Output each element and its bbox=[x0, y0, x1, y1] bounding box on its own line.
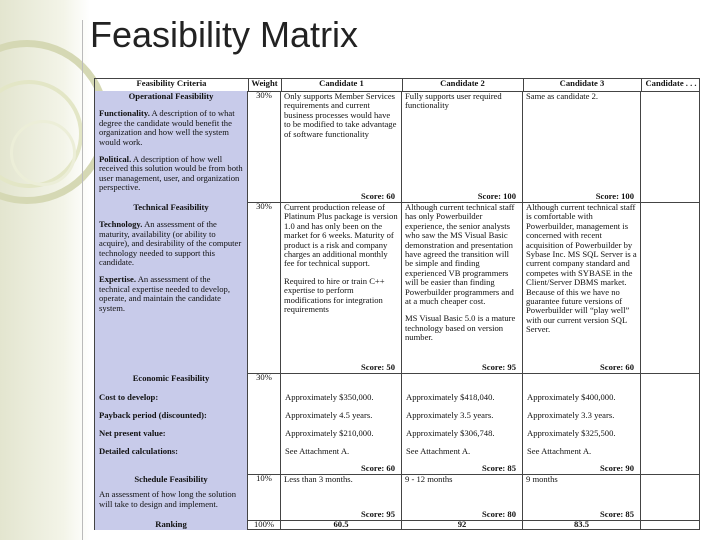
economic-row-label: Payback period (discounted): bbox=[99, 410, 207, 420]
operational-candidate-3 bbox=[523, 91, 641, 202]
technical-criteria bbox=[95, 202, 248, 373]
schedule-text: An assessment of how long the solution will take to design and implement. bbox=[99, 489, 237, 509]
schedule-candidate-3 bbox=[523, 474, 641, 520]
economic-score-2: Score: 85 bbox=[482, 462, 516, 473]
expertise-text: An assessment of the technical expertise needed to develop, operate, and maintain the candidate system. bbox=[99, 274, 230, 313]
operational-c3-text: Same as candidate 2. bbox=[526, 91, 599, 101]
schedule-c1-text: Less than 3 months. bbox=[284, 474, 353, 484]
operational-section bbox=[95, 91, 699, 203]
schedule-criteria bbox=[95, 474, 248, 520]
operational-candidate-more bbox=[641, 91, 701, 202]
economic-row-c2: Approximately 3.5 years. bbox=[406, 410, 494, 420]
technical-c1-text-b: Required to hire or train C++ expertise to perform modifications for integration requirements bbox=[284, 275, 385, 315]
economic-section bbox=[95, 373, 699, 475]
functionality-text: A description of to what degree the candidate would benefit the organization and how well the system would work. bbox=[99, 108, 235, 147]
economic-heading: Economic Feasibility bbox=[132, 373, 210, 383]
economic-row-label: Cost to develop: bbox=[99, 392, 159, 402]
ranking-candidate-2: 92 bbox=[402, 520, 523, 530]
operational-c1-text: Only supports Member Services requirements and current business processes would have to be modified to take advantage of software functionality bbox=[284, 91, 397, 139]
economic-candidate-2 bbox=[402, 373, 523, 474]
header-candidate-more: Candidate . . . bbox=[645, 78, 697, 88]
economic-row-c1: Approximately 4.5 years. bbox=[285, 410, 373, 420]
schedule-candidate-more bbox=[641, 474, 701, 520]
technology-label: Technology. bbox=[99, 219, 143, 230]
political-label: Political. bbox=[99, 154, 132, 165]
schedule-score-1: Score: 95 bbox=[361, 508, 395, 519]
economic-row-c2: See Attachment A. bbox=[406, 446, 471, 456]
economic-candidate-3 bbox=[523, 373, 641, 474]
economic-row-label: Net present value: bbox=[99, 428, 166, 438]
operational-candidate-2 bbox=[402, 91, 523, 202]
decorative-circles bbox=[0, 0, 90, 540]
technical-c2-text-a: Although current technical staff has only Powerbuilder experience, the senior analysts who saw the MS Visual Basic demonstration and presentation have agreed the transition will be simple and finding experienced VB programmers will be easier than finding Powerbuilder programmers and at a much cheaper cost. bbox=[405, 202, 515, 307]
header-candidate-1: Candidate 1 bbox=[281, 79, 403, 91]
economic-candidate-1 bbox=[281, 373, 402, 474]
political-text: A description of how well received this solution would be from both user management, user, and organization perspective. bbox=[99, 154, 243, 193]
economic-score-3: Score: 90 bbox=[600, 462, 634, 473]
functionality-label: Functionality. bbox=[99, 108, 150, 119]
operational-criteria bbox=[95, 91, 248, 202]
technical-candidate-1 bbox=[281, 202, 402, 373]
schedule-c2-text: 9 - 12 months bbox=[405, 474, 453, 484]
operational-heading: Operational Feasibility bbox=[128, 91, 214, 101]
operational-score-3: Score: 100 bbox=[595, 190, 634, 201]
economic-weight: 30% bbox=[248, 373, 281, 474]
technical-score-1: Score: 50 bbox=[361, 361, 395, 372]
operational-c2-text: Fully supports user required functionality bbox=[405, 91, 502, 111]
technical-candidate-3 bbox=[523, 202, 641, 373]
schedule-candidate-2 bbox=[402, 474, 523, 520]
operational-candidate-1 bbox=[281, 91, 402, 202]
ranking-candidate-1: 60.5 bbox=[281, 520, 402, 530]
economic-row-c1: Approximately $350,000. bbox=[285, 392, 374, 402]
header-weight: Weight bbox=[248, 79, 282, 91]
economic-row-c2: Approximately $306,748. bbox=[406, 428, 495, 438]
ranking-candidate-3: 83.5 bbox=[523, 520, 641, 530]
schedule-c3-text: 9 months bbox=[526, 474, 558, 484]
technical-section bbox=[95, 202, 699, 374]
economic-score-1: Score: 60 bbox=[361, 462, 395, 473]
header-criteria: Feasibility Criteria bbox=[95, 79, 249, 91]
technical-c2-text-b: MS Visual Basic 5.0 is a mature technology based on version number. bbox=[405, 313, 516, 343]
economic-row-label: Detailed calculations: bbox=[99, 446, 179, 456]
economic-row-c3: Approximately $400,000. bbox=[527, 392, 616, 402]
schedule-heading: Schedule Feasibility bbox=[134, 474, 208, 484]
economic-row-c1: See Attachment A. bbox=[285, 446, 350, 456]
economic-row-c2: Approximately $418,040. bbox=[406, 392, 495, 402]
technical-candidate-2 bbox=[402, 202, 523, 373]
technical-score-3: Score: 60 bbox=[600, 361, 634, 372]
ranking-weight: 100% bbox=[248, 520, 281, 530]
technical-weight: 30% bbox=[248, 202, 281, 373]
economic-row-c3: Approximately $325,500. bbox=[527, 428, 616, 438]
expertise-label: Expertise. bbox=[99, 274, 136, 285]
technical-heading: Technical Feasibility bbox=[133, 202, 209, 212]
schedule-candidate-1 bbox=[281, 474, 402, 520]
schedule-weight: 10% bbox=[248, 474, 281, 520]
feasibility-table bbox=[94, 78, 700, 530]
header-candidate-2: Candidate 2 bbox=[402, 79, 524, 91]
ranking-row bbox=[95, 520, 699, 530]
slide-divider-line bbox=[82, 20, 83, 540]
technical-candidate-more bbox=[641, 202, 701, 373]
technical-c3-text: Although current technical staff is comfortable with Powerbuilder, management is concerned with recent acquisition of Powerbuilder by Sybase Inc. MS SQL Server is a current company standard and competes with SYBASE in the Client/Server DBMS market. Because of this we have no guarantee future versions of Powerbuilder will “play well” with our current version SQL Server. bbox=[526, 202, 637, 335]
technical-score-2: Score: 95 bbox=[482, 361, 516, 372]
deco-circle-small bbox=[10, 120, 76, 186]
operational-weight: 30% bbox=[248, 91, 281, 202]
technical-c1-text-a: Current production release of Platinum Plus package is version 1.0 and has only been on the market for 6 weeks. Maturity of product is a risk and company charges an additional monthly fee for technical support. bbox=[284, 202, 398, 269]
economic-row-c3: Approximately 3.3 years. bbox=[527, 410, 615, 420]
operational-score-2: Score: 100 bbox=[477, 190, 516, 201]
schedule-section bbox=[95, 474, 699, 521]
operational-score-1: Score: 60 bbox=[361, 190, 395, 201]
schedule-score-3: Score: 85 bbox=[600, 508, 634, 519]
economic-candidate-more bbox=[641, 373, 701, 474]
ranking-label: Ranking bbox=[95, 520, 248, 530]
economic-criteria bbox=[95, 373, 248, 474]
economic-row-c3: See Attachment A. bbox=[527, 446, 592, 456]
slide-title: Feasibility Matrix bbox=[90, 14, 359, 55]
ranking-candidate-more bbox=[641, 520, 701, 530]
header-candidate-3: Candidate 3 bbox=[523, 79, 642, 91]
economic-row-c1: Approximately $210,000. bbox=[285, 428, 374, 438]
schedule-score-2: Score: 80 bbox=[482, 508, 516, 519]
technology-text: An assessment of the maturity, availability (or ability to acquire), and desirability of the computer technology needed to support this candidate. bbox=[99, 219, 242, 268]
